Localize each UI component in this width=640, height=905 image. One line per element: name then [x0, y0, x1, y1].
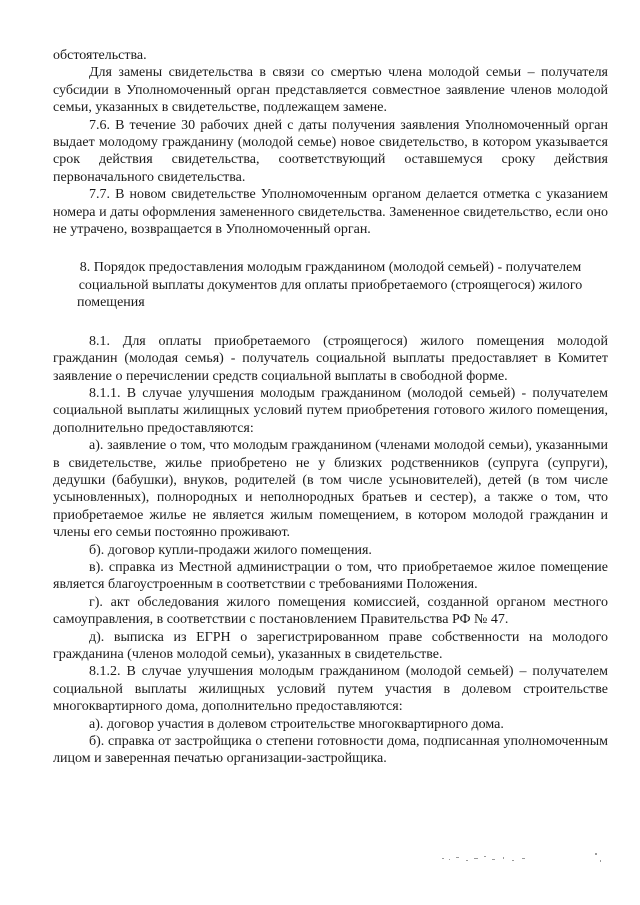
- list-item: б). справка от застройщика о степени готовности дома, подписанная уполномоченным лицом и заверенная печатью организации-застройщика.: [53, 734, 608, 767]
- paragraphs-bottom: [53, 333, 608, 768]
- list-item: д). выписка из ЕГРН о зарегистрированном праве собственности на молодого гражданина (членов молодой семьи), указанных в свидетельстве.: [53, 629, 608, 662]
- list-item: г). акт обследования жилого помещения комиссией, созданной органом местного самоуправления, в соответствии с постановлением Правительства РФ № 47.: [53, 594, 608, 628]
- document-page: [53, 47, 608, 768]
- list-item: б). договор купли-продажи жилого помещения.: [89, 542, 372, 558]
- list-item: а). заявление о том, что молодым гражданином (членами молодой семьи), указанными в свидетельстве, жилье приобретено не у близких родственников (супруга (супруги), дедушки (бабушки), внуков, родителей (в том числе усыновителей), детей (в том числе усыновленных), полнородных и неполнородных братьев и сестер), а также о том, что приобретаемое жилье не является жилым помещением, в котором молодой гражданин и члены его семьи постоянно проживают.: [53, 438, 608, 541]
- paragraph: 8.1. Для оплаты приобретаемого (строящегося) жилого помещения молодой гражданин (молодая семья) - получатель социальной выплаты предоставляет в Комитет заявление о перечислении средств социальной выплаты в свободной форме.: [53, 333, 608, 384]
- paragraph: 8.1.2. В случае улучшения молодым гражданином (молодой семьей) – получателем социальной выплаты жилищных условий путем участия в долевом строительстве многоквартирного дома, дополнительно предоставляются:: [53, 664, 608, 715]
- paragraph: обстоятельства.: [53, 48, 147, 63]
- list-item: в). справка из Местной администрации о том, что приобретаемое жилое помещение является благоустроенным в соответствии с требованиями Положения.: [53, 559, 608, 593]
- section-heading: 8. Порядок предоставления молодым гражданином (молодой семьей) - получателем социальной выплаты документов для оплаты приобретаемого (строящегося) жилого помещения: [77, 260, 583, 311]
- paragraph: 8.1.1. В случае улучшения молодым гражданином (молодой семьей) - получателем социальной выплаты жилищных условий путем приобретения готового жилого помещения, дополнительно предоставляются:: [53, 385, 608, 436]
- paragraphs-top: [53, 47, 608, 238]
- paragraph: 7.7. В новом свидетельстве Уполномоченным органом делается отметка с указанием номера и даты оформления замененного свидетельства. Замененное свидетельство, если оно не утрачено, возвращается в Уполномоченный орган.: [53, 187, 608, 238]
- list-item: а). договор участия в долевом строительстве многоквартирного дома.: [89, 716, 504, 732]
- paragraph: 7.6. В течение 30 рабочих дней с даты получения заявления Уполномоченный орган выдает молодому гражданину (молодой семье) новое свидетельство, в котором указывается срок действия свидетельства, соответствующий оставшемуся сроку действия первоначального свидетельства.: [53, 117, 608, 185]
- scan-noise-marks: [440, 848, 610, 868]
- paragraph: Для замены свидетельства в связи со смертью члена молодой семьи – получателя субсидии в Уполномоченный орган представляется совместное заявление членов молодой семьи, указанных в свидетельстве, подлежащем замене.: [53, 65, 608, 116]
